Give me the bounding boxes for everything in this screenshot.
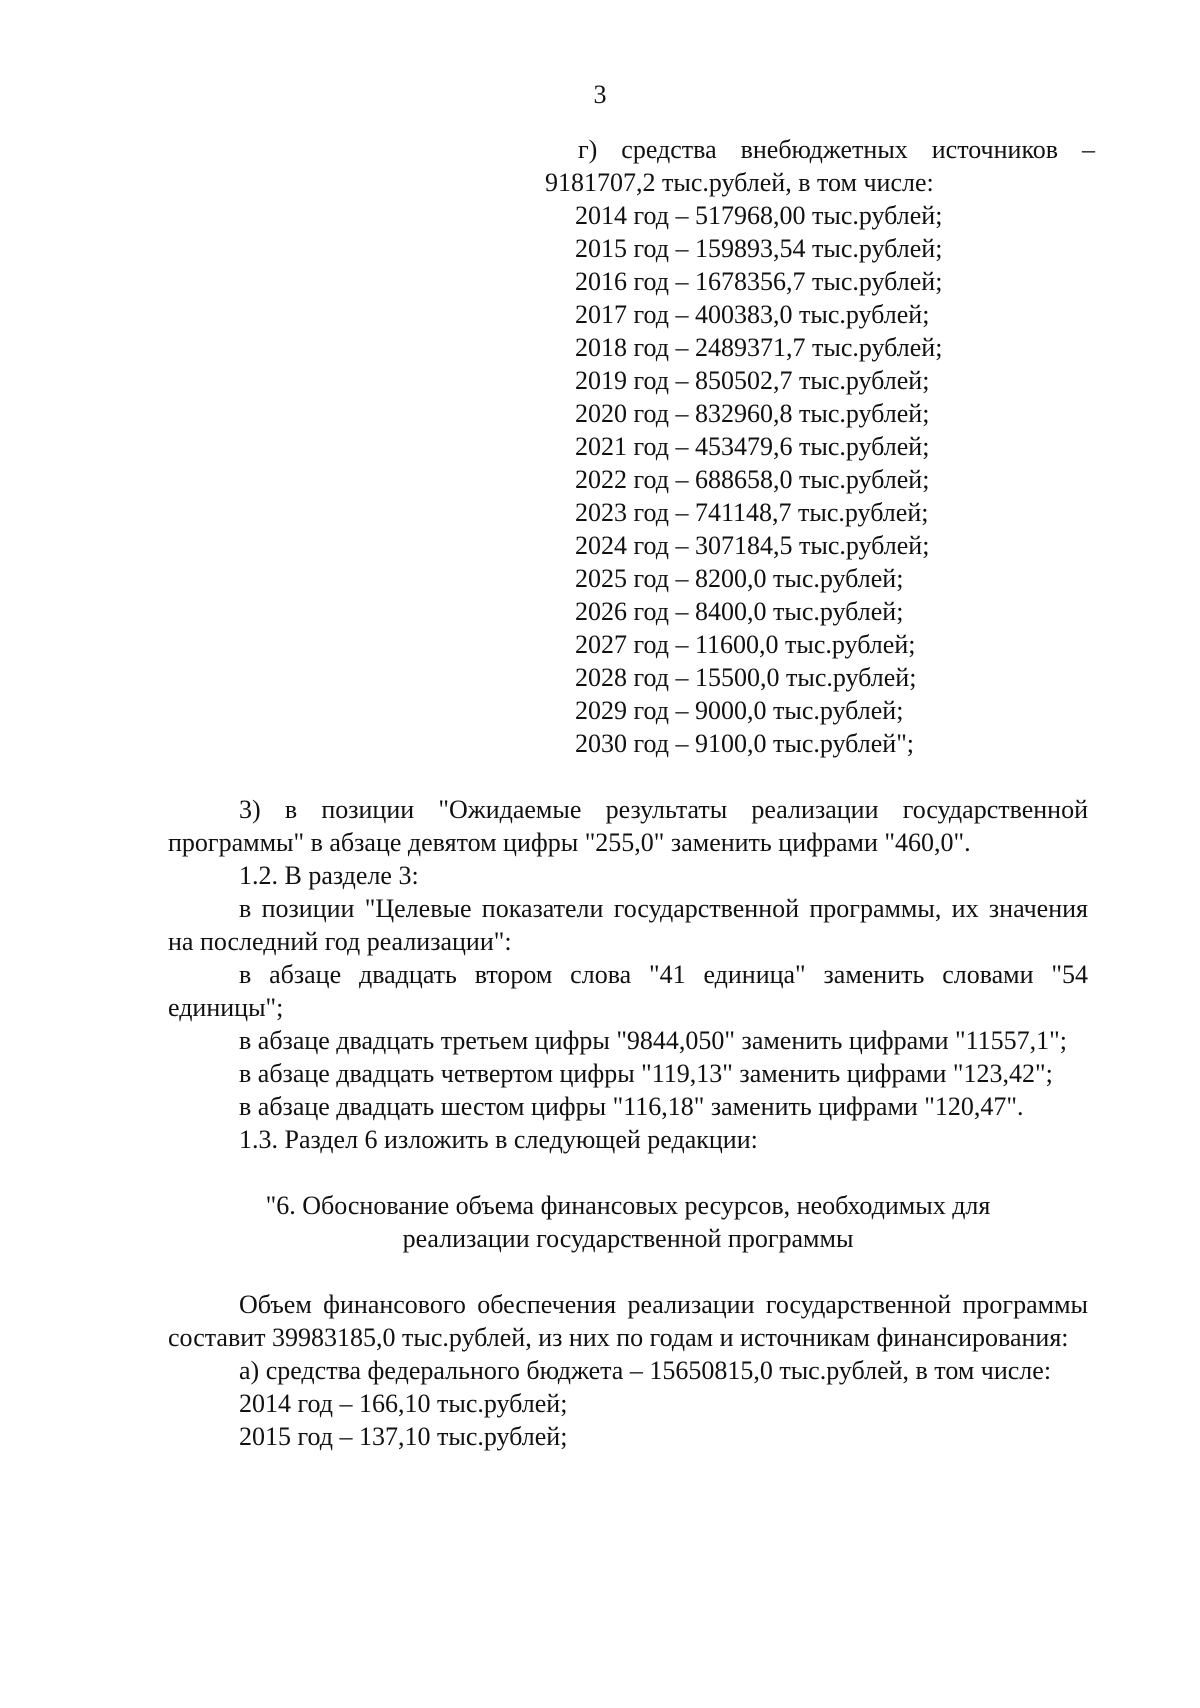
paragraph-abzac-22: в абзаце двадцать втором слова "41 единица" заменить словами "54 единицы"; [168, 960, 1088, 1022]
document-body [168, 793, 1088, 1453]
spacer [168, 1255, 1088, 1288]
list-item: 2015 год – 159893,54 тыс.рублей; [575, 234, 943, 263]
paragraph-abzac-23: в абзаце двадцать третьем цифры "9844,050" заменить цифрами "11557,1"; [239, 1026, 1067, 1055]
extrabudgetary-funds-block [545, 133, 1095, 760]
list-item: 2026 год – 8400,0 тыс.рублей; [575, 597, 904, 626]
extrabudgetary-total-line: 9181707,2 тыс.рублей, в том числе: [545, 168, 934, 197]
section-6-heading: "6. Обоснование объема финансовых ресурсов, необходимых для реализации государственной программы [265, 1191, 991, 1253]
paragraph-section-1-2: 1.2. В разделе 3: [239, 861, 419, 890]
list-item: 2016 год – 1678356,7 тыс.рублей; [575, 267, 943, 296]
list-item: 2025 год – 8200,0 тыс.рублей; [575, 564, 904, 593]
list-item: 2014 год – 166,10 тыс.рублей; [239, 1389, 568, 1418]
list-item: 2015 год – 137,10 тыс.рублей; [239, 1422, 568, 1451]
paragraph-abzac-24: в абзаце двадцать четвертом цифры "119,13" заменить цифрами "123,42"; [239, 1059, 1053, 1088]
extrabudgetary-intro-line: г) средства внебюджетных источников – [578, 135, 1095, 164]
list-item: 2018 год – 2489371,7 тыс.рублей; [575, 333, 943, 362]
list-item: 2022 год – 688658,0 тыс.рублей; [575, 465, 930, 494]
list-item: 2023 год – 741148,7 тыс.рублей; [575, 498, 929, 527]
list-item: 2030 год – 9100,0 тыс.рублей"; [575, 729, 915, 758]
paragraph-federal-budget: а) средства федерального бюджета – 15650815,0 тыс.рублей, в том числе: [239, 1356, 1052, 1385]
page-number: 3 [593, 80, 607, 109]
list-item: 2017 год – 400383,0 тыс.рублей; [575, 300, 930, 329]
paragraph-financing-volume: Объем финансового обеспечения реализации государственной программы составит 39983185,0 тыс.рублей, из них по годам и источникам финансирования: [168, 1290, 1088, 1352]
federal-year-list [168, 1387, 1088, 1453]
list-item: 2020 год – 832960,8 тыс.рублей; [575, 399, 930, 428]
paragraph-section-1-3: 1.3. Раздел 6 изложить в следующей редакции: [239, 1125, 758, 1154]
list-item: 2019 год – 850502,7 тыс.рублей; [575, 366, 930, 395]
list-item: 2027 год – 11600,0 тыс.рублей; [575, 630, 916, 659]
list-item: 2028 год – 15500,0 тыс.рублей; [575, 663, 917, 692]
list-item: 2024 год – 307184,5 тыс.рублей; [575, 531, 930, 560]
paragraph-target-indicators: в позиции "Целевые показатели государственной программы, их значения на последний год реализации": [168, 894, 1088, 956]
list-item: 2021 год – 453479,6 тыс.рублей; [575, 432, 930, 461]
extrabudgetary-year-list [545, 199, 1095, 760]
list-item: 2029 год – 9000,0 тыс.рублей; [575, 696, 904, 725]
paragraph-item-3: 3) в позиции "Ожидаемые результаты реализации государственной программы" в абзаце девятом цифры "255,0" заменить цифрами "460,0". [168, 795, 1088, 857]
paragraph-abzac-26: в абзаце двадцать шестом цифры "116,18" заменить цифрами "120,47". [239, 1092, 1024, 1121]
list-item: 2014 год – 517968,00 тыс.рублей; [575, 201, 943, 230]
